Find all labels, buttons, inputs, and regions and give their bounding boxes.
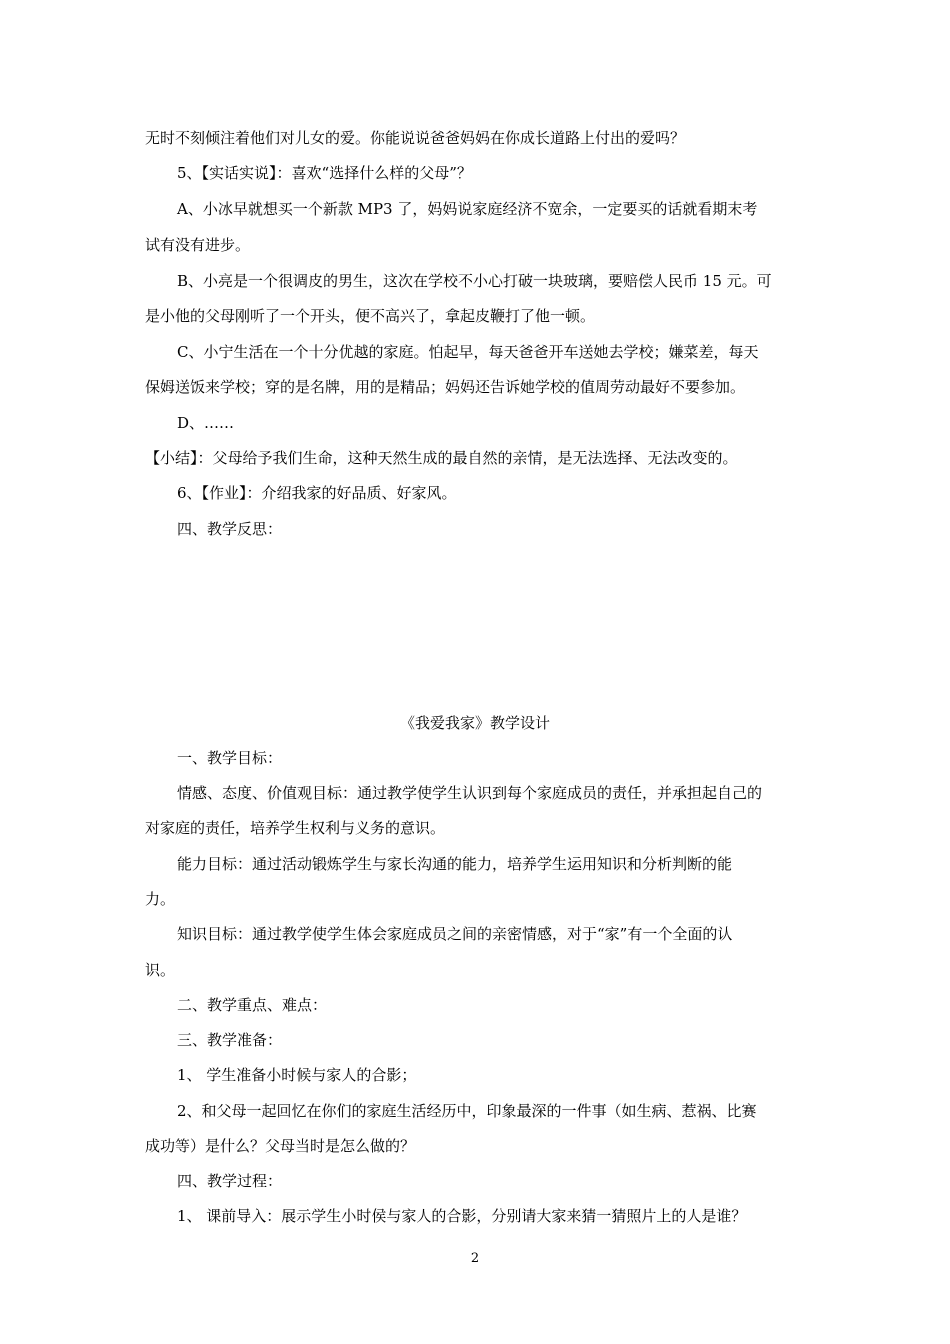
option-c-line2: 保姆送饭来学校；穿的是名牌，用的是精品；妈妈还告诉她学校的值周劳动最好不要参加。 [145, 378, 746, 396]
emotion-goal-line1: 情感、态度、价值观目标：通过教学使学生认识到每个家庭成员的责任，并承担起自己的 [177, 784, 763, 802]
reflection-heading: 四、教学反思： [177, 520, 283, 538]
process-item-1: 1、 课前导入：展示学生小时侯与家人的合影，分别请大家来猜一猜照片上的人是谁？ [177, 1207, 747, 1225]
process-heading: 四、教学过程： [177, 1172, 283, 1190]
summary: 【小结】：父母给予我们生命，这种天然生成的最自然的亲情，是无法选择、无法改变的。 [145, 449, 738, 467]
item-5: 5、【实话实说】：喜欢“选择什么样的父母”？ [177, 164, 472, 182]
option-d: D、…… [177, 414, 235, 432]
item-6: 6、【作业】：介绍我家的好品质、好家风。 [177, 484, 457, 502]
page-number: 2 [470, 1251, 480, 1266]
prep-item-2-line2: 成功等）是什么？父母当时是怎么做的？ [145, 1137, 416, 1155]
prep-item-1: 1、 学生准备小时候与家人的合影； [177, 1066, 417, 1084]
paragraph-line: 无时不刻倾注着他们对儿女的爱。你能说说爸爸妈妈在你成长道路上付出的爱吗？ [145, 129, 686, 147]
knowledge-goal-line1: 知识目标：通过教学使学生体会家庭成员之间的亲密情感，对于“家”有一个全面的认 [177, 925, 733, 943]
ability-goal-line2: 力。 [145, 890, 176, 908]
knowledge-goal-line2: 识。 [145, 961, 176, 979]
keypoints-heading: 二、教学重点、难点： [177, 996, 328, 1014]
ability-goal-line1: 能力目标：通过活动锻炼学生与家长沟通的能力，培养学生运用知识和分析判断的能 [177, 855, 733, 873]
option-b-line2: 是小他的父母刚听了一个开头，便不高兴了，拿起皮鞭打了他一顿。 [145, 307, 596, 325]
option-b-line1: B、小亮是一个很调皮的男生，这次在学校不小心打破一块玻璃，要赔偿人民币 15 元。可 [177, 272, 772, 290]
option-a-line2: 试有没有进步。 [145, 236, 251, 254]
prep-item-2-line1: 2、和父母一起回忆在你们的家庭生活经历中，印象最深的一件事（如生病、惹祸、比赛 [177, 1102, 757, 1120]
option-c-line1: C、小宁生活在一个十分优越的家庭。怕起早，每天爸爸开车送她去学校；嫌菜差，每天 [177, 343, 759, 361]
option-a-line1: A、小冰早就想买一个新款 MP3 了，妈妈说家庭经济不宽余，一定要买的话就看期末考 [177, 200, 758, 218]
goals-heading: 一、教学目标： [177, 749, 283, 767]
emotion-goal-line2: 对家庭的责任，培养学生权利与义务的意识。 [145, 819, 446, 837]
document-title: 《我爱我家》教学设计 [399, 714, 550, 732]
prep-heading: 三、教学准备： [177, 1031, 283, 1049]
